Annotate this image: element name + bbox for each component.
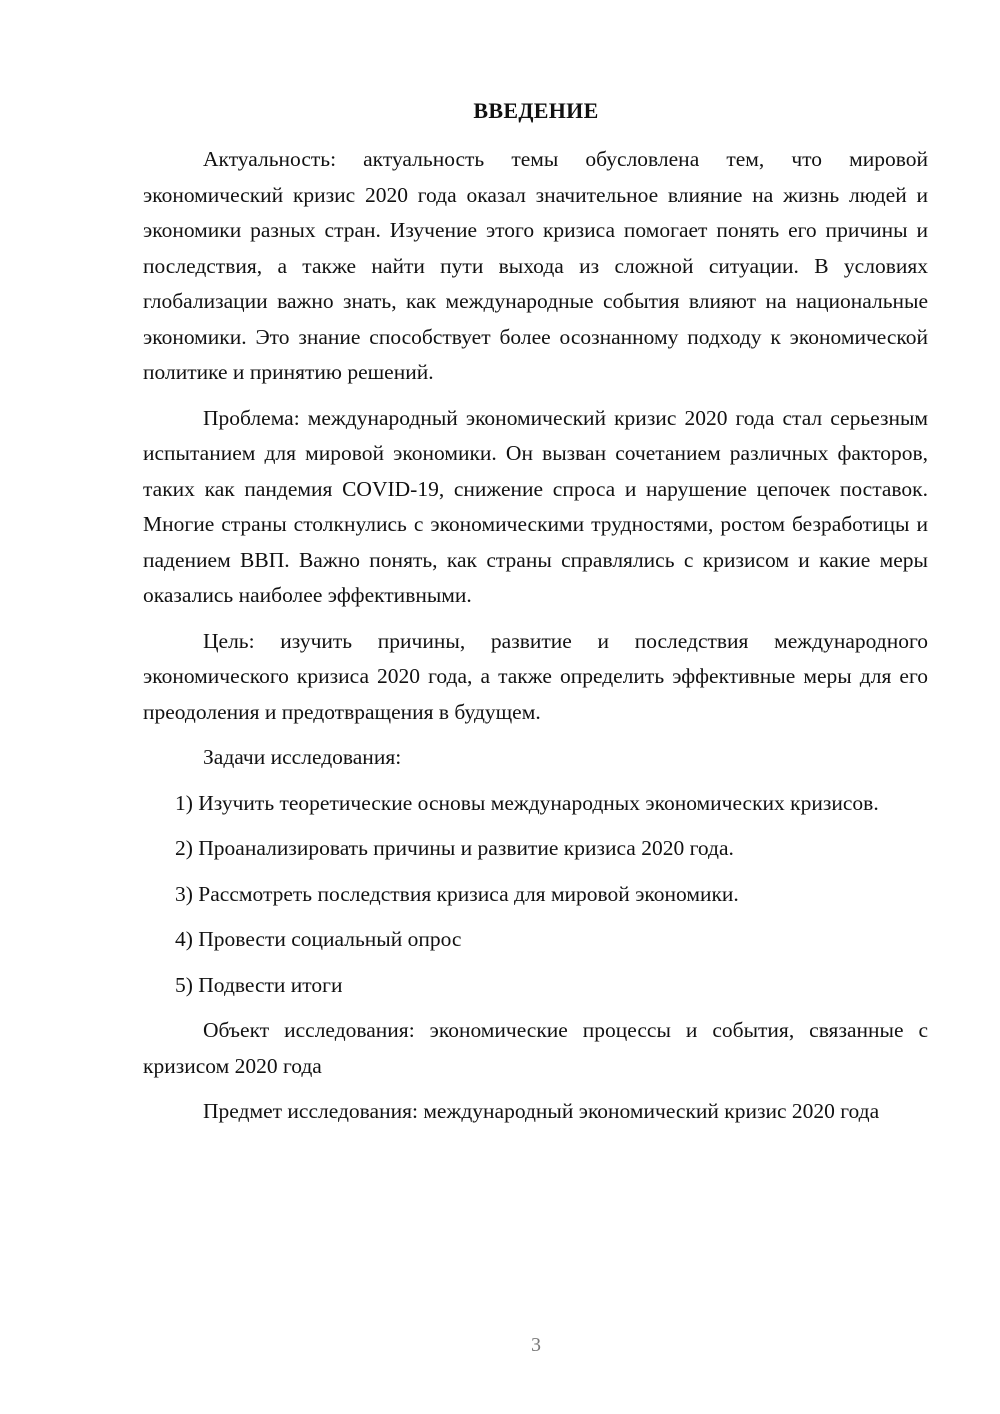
problem-paragraph: Проблема: международный экономический кризис 2020 года стал серьезным испытанием для мировой экономики. Он вызван сочетанием различных факторов, таких как пандемия COVID-19, снижение спроса и нарушение цепочек поставок. Многие страны столкнулись с экономическими трудностями, ростом безработицы и падением ВВП. Важно понять, как страны справлялись с кризисом и какие меры оказались наиболее эффективными.	[143, 405, 928, 607]
task-item: 2) Проанализировать причины и развитие кризиса 2020 года.	[175, 836, 734, 860]
relevance-paragraph: Актуальность: актуальность темы обусловлена тем, что мировой экономический кризис 2020 года оказал значительное влияние на жизнь людей и экономики разных стран. Изучение этого кризиса помогает понять его причины и последствия, а также найти пути выхода из сложной ситуации. В условиях глобализации важно знать, как международные события влияют на национальные экономики. Это знание способствует более осознанному подходу к экономической политике и принятию решений.	[143, 147, 928, 384]
task-item: 1) Изучить теоретические основы международных экономических кризисов.	[175, 790, 879, 815]
task-item: 4) Провести социальный опрос	[175, 927, 462, 951]
task-item: 5) Подвести итоги	[175, 972, 343, 997]
object-paragraph: Объект исследования: экономические процессы и события, связанные с кризисом 2020 года	[143, 1018, 928, 1078]
goal-paragraph: Цель: изучить причины, развитие и последствия международного экономического кризиса 2020 года, а также определить эффективные меры для его преодоления и предотвращения в будущем.	[143, 628, 928, 724]
section-title: ВВЕДЕНИЕ	[473, 98, 599, 123]
subject-paragraph: Предмет исследования: международный экономический кризис 2020 года	[203, 1099, 880, 1123]
task-item: 3) Рассмотреть последствия кризиса для мировой экономики.	[175, 881, 739, 906]
page-number: 3	[531, 1334, 541, 1356]
document-body	[143, 142, 928, 1140]
tasks-heading: Задачи исследования:	[203, 745, 402, 769]
